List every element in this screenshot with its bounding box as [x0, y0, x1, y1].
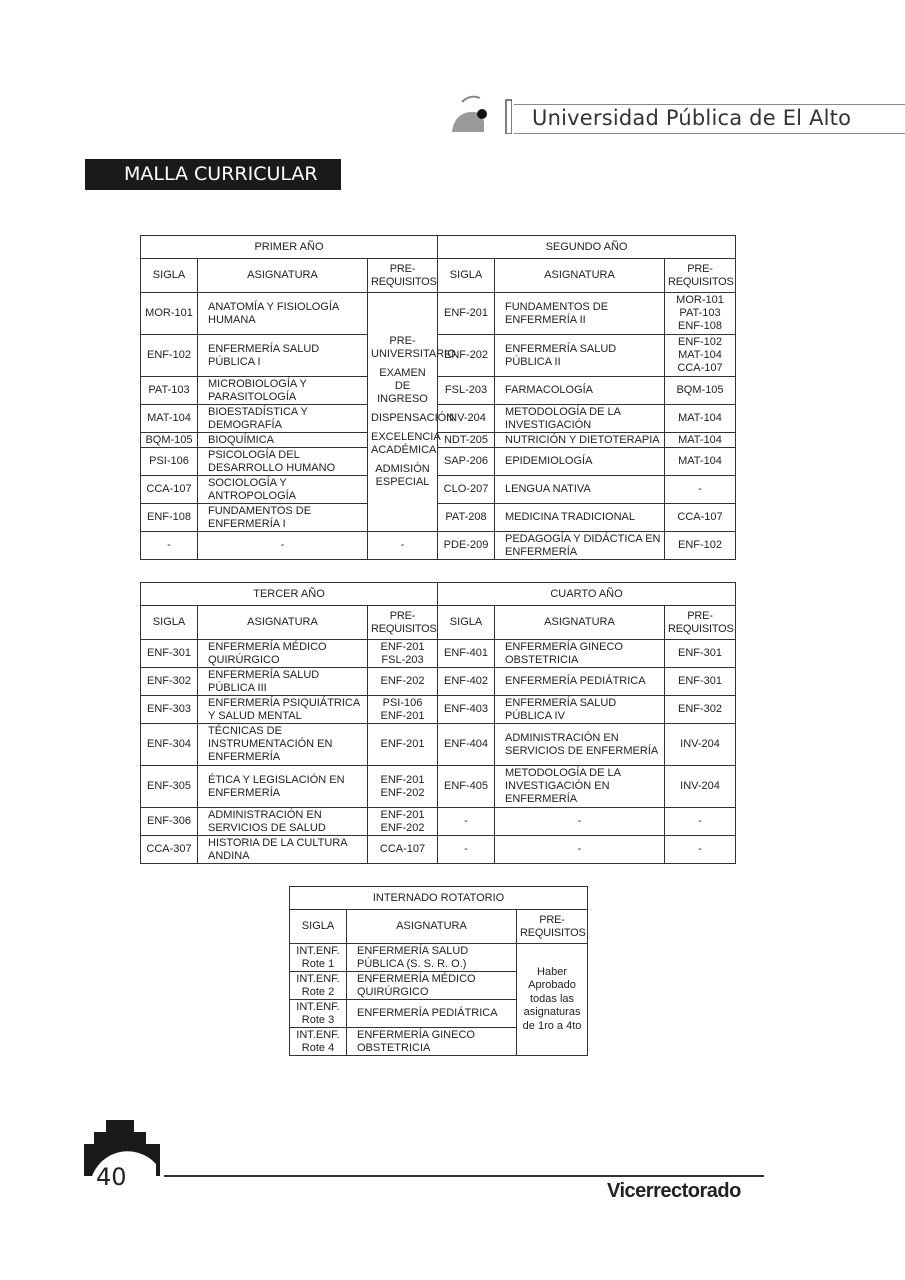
year-2-title: SEGUNDO AÑO [438, 236, 736, 259]
prereq-cell: - [368, 532, 438, 560]
asignatura-cell: ADMINISTRACIÓN EN SERVICIOS DE SALUD [198, 808, 368, 836]
prereq-cell: PSI-106 ENF-201 [368, 696, 438, 724]
prereq-notes-cell [368, 293, 456, 532]
sigla-cell: ENF-404 [438, 724, 495, 766]
asignatura-cell: - [495, 836, 665, 864]
col-asignatura: ASIGNATURA [347, 910, 517, 944]
sigla-cell: CCA-307 [141, 836, 198, 864]
table-row [141, 808, 736, 836]
table-year-3-4 [140, 582, 736, 864]
table-row [141, 640, 736, 668]
asignatura-cell: ENFERMERÍA MÉDICO QUIRÚRGICO [347, 972, 517, 1000]
year-1-title: PRIMER AÑO [141, 236, 438, 259]
table-row [141, 724, 736, 766]
sigla-cell: - [141, 532, 198, 560]
col-prerequisitos: PRE-REQUISITOS [368, 606, 438, 640]
table-year-1-2 [140, 235, 736, 560]
sigla-cell: ENF-306 [141, 808, 198, 836]
sigla-cell: PDE-209 [438, 532, 495, 560]
asignatura-cell: BIOESTADÍSTICA Y DEMOGRAFÍA [198, 405, 368, 433]
table-row [141, 668, 736, 696]
asignatura-cell: ENFERMERÍA PEDIÁTRICA [495, 668, 665, 696]
sigla-cell: FSL-203 [438, 377, 495, 405]
asignatura-cell: FUNDAMENTOS DE ENFERMERÍA I [198, 504, 368, 532]
col-prerequisitos: PRE-REQUISITOS [665, 259, 736, 293]
prereq-cell: ENF-102 [665, 532, 736, 560]
prereq-cell: INV-204 [665, 724, 736, 766]
university-logo-icon [448, 92, 512, 139]
col-asignatura: ASIGNATURA [495, 259, 665, 293]
col-prerequisitos: PRE-REQUISITOS [368, 259, 438, 293]
prereq-cell: MAT-104 [665, 433, 736, 448]
prereq-cell: CCA-107 [665, 504, 736, 532]
asignatura-cell: MICROBIOLOGÍA Y PARASITOLOGÍA [198, 377, 368, 405]
asignatura-cell: ENFERMERÍA SALUD PÚBLICA I [198, 335, 368, 377]
asignatura-cell: ENFERMERÍA PSIQUIÁTRICA Y SALUD MENTAL [198, 696, 368, 724]
page-number: 40 [96, 1163, 127, 1191]
table-row [141, 476, 736, 504]
asignatura-cell: - [495, 808, 665, 836]
asignatura-cell: ENFERMERÍA SALUD PÚBLICA II [495, 335, 665, 377]
asignatura-cell: HISTORIA DE LA CULTURA ANDINA [198, 836, 368, 864]
sigla-cell: INV-204 [438, 405, 495, 433]
asignatura-cell: TÉCNICAS DE INSTRUMENTACIÓN EN ENFERMERÍA [198, 724, 368, 766]
sigla-cell: ENF-108 [141, 504, 198, 532]
sigla-cell: MAT-104 [141, 405, 198, 433]
prereq-cell: - [665, 808, 736, 836]
asignatura-cell: FUNDAMENTOS DE ENFERMERÍA II [495, 293, 665, 335]
sigla-cell: ENF-302 [141, 668, 198, 696]
sigla-cell: ENF-102 [141, 335, 198, 377]
sigla-cell: INT.ENF. Rote 4 [290, 1028, 347, 1056]
col-sigla: SIGLA [438, 259, 495, 293]
asignatura-cell: ÉTICA Y LEGISLACIÓN EN ENFERMERÍA [198, 766, 368, 808]
asignatura-cell: ENFERMERÍA MÉDICO QUIRÚRGICO [198, 640, 368, 668]
col-sigla: SIGLA [438, 606, 495, 640]
asignatura-cell: MEDICINA TRADICIONAL [495, 504, 665, 532]
col-sigla: SIGLA [290, 910, 347, 944]
sigla-cell: PAT-103 [141, 377, 198, 405]
prereq-cell: MAT-104 [665, 448, 736, 476]
prereq-note: ADMISIÓN ESPECIAL [375, 463, 430, 488]
section-title: MALLA CURRICULAR [85, 159, 341, 190]
sigla-cell: ENF-301 [141, 640, 198, 668]
sigla-cell: MOR-101 [141, 293, 198, 335]
sigla-cell: - [438, 836, 495, 864]
asignatura-cell: ENFERMERÍA GINECO OBSTETRICIA [495, 640, 665, 668]
asignatura-cell: ENFERMERÍA SALUD PÚBLICA IV [495, 696, 665, 724]
table-row [141, 532, 736, 560]
prereq-cell: - [665, 836, 736, 864]
prereq-cell: ENF-102 MAT-104 CCA-107 [665, 335, 736, 377]
prereq-note: PRE-UNIVERSITARIO [371, 335, 456, 360]
prereq-note: EXCELENCIA ACADÉMICA [371, 431, 441, 456]
prereq-cell: MAT-104 [665, 405, 736, 433]
prereq-note: EXAMEN DE INGRESO [377, 367, 428, 405]
prereq-cell: ENF-301 [665, 668, 736, 696]
table-row [141, 504, 736, 532]
asignatura-cell: LENGUA NATIVA [495, 476, 665, 504]
footer-rule [164, 1175, 764, 1177]
sigla-cell: - [438, 808, 495, 836]
year-3-title: TERCER AÑO [141, 583, 438, 606]
asignatura-cell: PSICOLOGÍA DEL DESARROLLO HUMANO [198, 448, 368, 476]
sigla-cell: PSI-106 [141, 448, 198, 476]
asignatura-cell: FARMACOLOGÍA [495, 377, 665, 405]
prereq-cell: MOR-101 PAT-103 ENF-108 [665, 293, 736, 335]
internado-title: INTERNADO ROTATORIO [290, 887, 588, 910]
asignatura-cell: ANATOMÍA Y FISIOLOGÍA HUMANA [198, 293, 368, 335]
table-internado [289, 886, 588, 1056]
sigla-cell: ENF-202 [438, 335, 495, 377]
prereq-cell: ENF-201 ENF-202 [368, 766, 438, 808]
sigla-cell: ENF-405 [438, 766, 495, 808]
col-prerequisitos: PRE-REQUISITOS [517, 910, 588, 944]
prereq-cell: ENF-301 [665, 640, 736, 668]
table-row [141, 836, 736, 864]
asignatura-cell: PEDAGOGÍA Y DIDÁCTICA EN ENFERMERÍA [495, 532, 665, 560]
sigla-cell: CCA-107 [141, 476, 198, 504]
sigla-cell: INT.ENF. Rote 3 [290, 1000, 347, 1028]
col-asignatura: ASIGNATURA [198, 259, 368, 293]
header-rule-bottom [514, 133, 905, 134]
asignatura-cell: METODOLOGÍA DE LA INVESTIGACIÓN [495, 405, 665, 433]
sigla-cell: NDT-205 [438, 433, 495, 448]
table-row [141, 448, 736, 476]
header-rule-top [514, 104, 905, 105]
prereq-cell: ENF-201 ENF-202 [368, 808, 438, 836]
sigla-cell: INT.ENF. Rote 2 [290, 972, 347, 1000]
sigla-cell: ENF-403 [438, 696, 495, 724]
footer-brand: Vicerrectorado [607, 1180, 741, 1202]
asignatura-cell: ENFERMERÍA PEDIÁTRICA [347, 1000, 517, 1028]
university-name: Universidad Pública de El Alto [532, 106, 852, 130]
prereq-cell: INV-204 [665, 766, 736, 808]
table-row [141, 377, 736, 405]
sigla-cell: BQM-105 [141, 433, 198, 448]
table-row [141, 293, 736, 335]
asignatura-cell: METODOLOGÍA DE LA INVESTIGACIÓN EN ENFERMERÍA [495, 766, 665, 808]
prereq-cell: ENF-201 FSL-203 [368, 640, 438, 668]
sigla-cell: INT.ENF. Rote 1 [290, 944, 347, 972]
prereq-cell: ENF-202 [368, 668, 438, 696]
asignatura-cell: ADMINISTRACIÓN EN SERVICIOS DE ENFERMERÍA [495, 724, 665, 766]
sigla-cell: SAP-206 [438, 448, 495, 476]
table-row [290, 944, 588, 972]
table-row [141, 766, 736, 808]
prereq-cell: ENF-302 [665, 696, 736, 724]
col-sigla: SIGLA [141, 606, 198, 640]
internado-prereq-cell: Haber Aprobado todas las asignaturas de 1ro a 4to [517, 944, 588, 1056]
prereq-note: DISPENSACIÓN [371, 412, 455, 424]
sigla-cell: ENF-303 [141, 696, 198, 724]
asignatura-cell: SOCIOLOGÍA Y ANTROPOLOGÍA [198, 476, 368, 504]
col-prerequisitos: PRE-REQUISITOS [665, 606, 736, 640]
asignatura-cell: - [198, 532, 368, 560]
asignatura-cell: NUTRICIÓN Y DIETOTERAPIA [495, 433, 665, 448]
sigla-cell: CLO-207 [438, 476, 495, 504]
sigla-cell: ENF-304 [141, 724, 198, 766]
col-asignatura: ASIGNATURA [198, 606, 368, 640]
asignatura-cell: ENFERMERÍA SALUD PÚBLICA (S. S. R. O.) [347, 944, 517, 972]
col-asignatura: ASIGNATURA [495, 606, 665, 640]
sigla-cell: PAT-208 [438, 504, 495, 532]
asignatura-cell: ENFERMERÍA SALUD PÚBLICA III [198, 668, 368, 696]
sigla-cell: ENF-305 [141, 766, 198, 808]
prereq-cell: CCA-107 [368, 836, 438, 864]
prereq-cell: - [665, 476, 736, 504]
sigla-cell: ENF-201 [438, 293, 495, 335]
asignatura-cell: EPIDEMIOLOGÍA [495, 448, 665, 476]
col-sigla: SIGLA [141, 259, 198, 293]
prereq-cell: BQM-105 [665, 377, 736, 405]
sigla-cell: ENF-401 [438, 640, 495, 668]
prereq-cell: ENF-201 [368, 724, 438, 766]
year-4-title: CUARTO AÑO [438, 583, 736, 606]
sigla-cell: ENF-402 [438, 668, 495, 696]
asignatura-cell: BIOQUÍMICA [198, 433, 368, 448]
table-row [141, 696, 736, 724]
asignatura-cell: ENFERMERÍA GINECO OBSTETRICIA [347, 1028, 517, 1056]
